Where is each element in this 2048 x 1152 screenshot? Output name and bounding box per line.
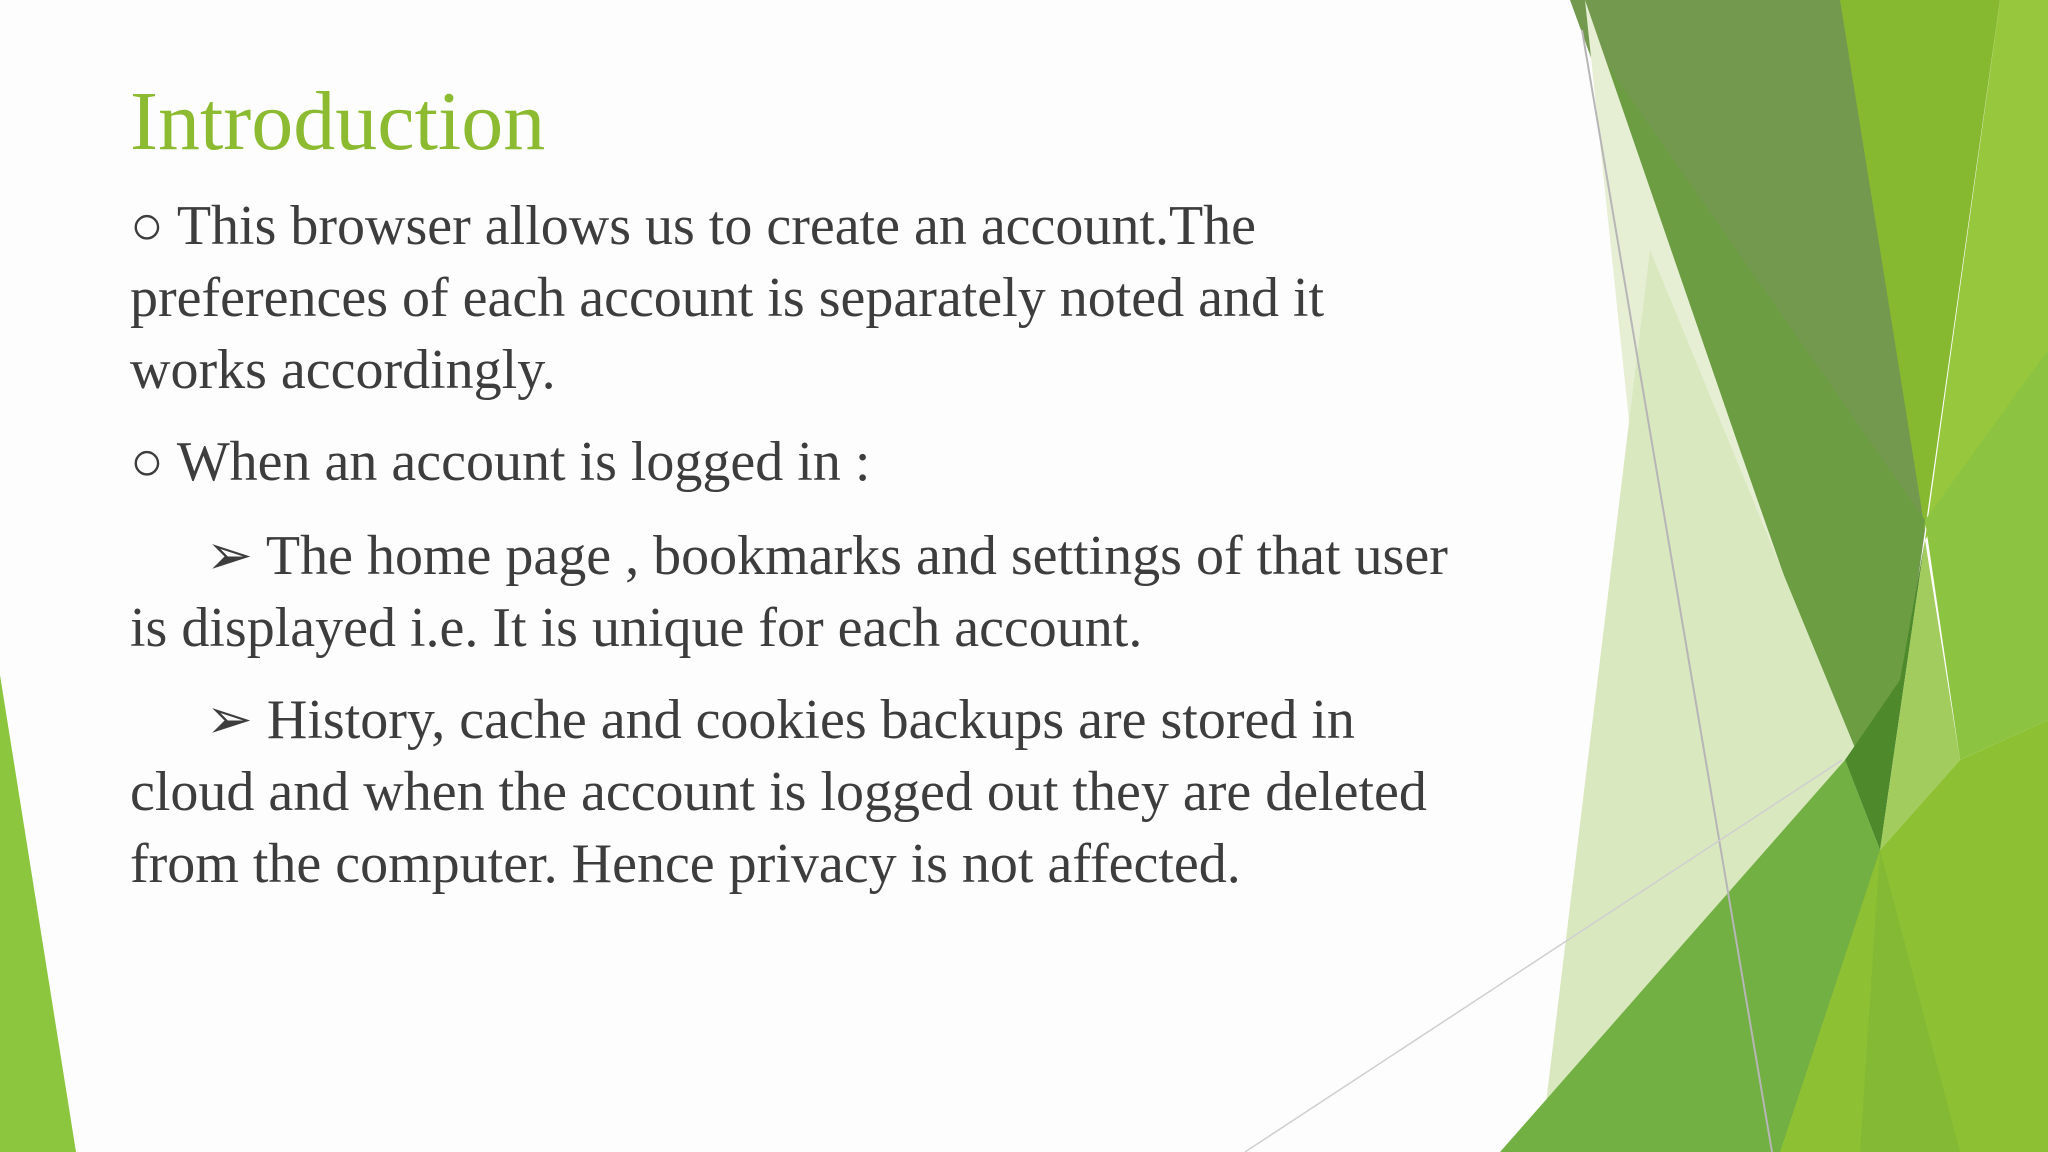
bullet1-line1: This browser allows us to create an account.The (176, 195, 1257, 257)
sub1-line1: The home page , bookmarks and settings of that user (265, 525, 1448, 587)
bullet1-line2: preferences of each account is separately noted and it (130, 267, 1325, 329)
circle-bullet-icon: ○ (130, 195, 164, 257)
slide-body (130, 190, 1570, 900)
sub1-line2: is displayed i.e. It is unique for each account. (130, 597, 1143, 659)
slide-title: Introduction (130, 75, 546, 168)
bullet-logged-in (130, 426, 1570, 498)
sub2-line2: cloud and when the account is logged out they are deleted (130, 761, 1427, 823)
bullet2-text: When an account is logged in : (176, 431, 871, 493)
arrow-bullet-icon: ➢ (206, 689, 253, 751)
circle-bullet-icon: ○ (130, 431, 164, 493)
sub2-line1: History, cache and cookies backups are stored in (266, 689, 1355, 751)
arrow-bullet-icon: ➢ (206, 525, 253, 587)
bullet1-line3: works accordingly. (130, 339, 556, 401)
subbullet-history-cache (130, 684, 1570, 900)
sub2-line3: from the computer. Hence privacy is not affected. (130, 833, 1241, 895)
bullet-account-creation (130, 190, 1570, 406)
subbullet-home-page (130, 520, 1570, 664)
left-green-sliver (0, 675, 76, 1152)
